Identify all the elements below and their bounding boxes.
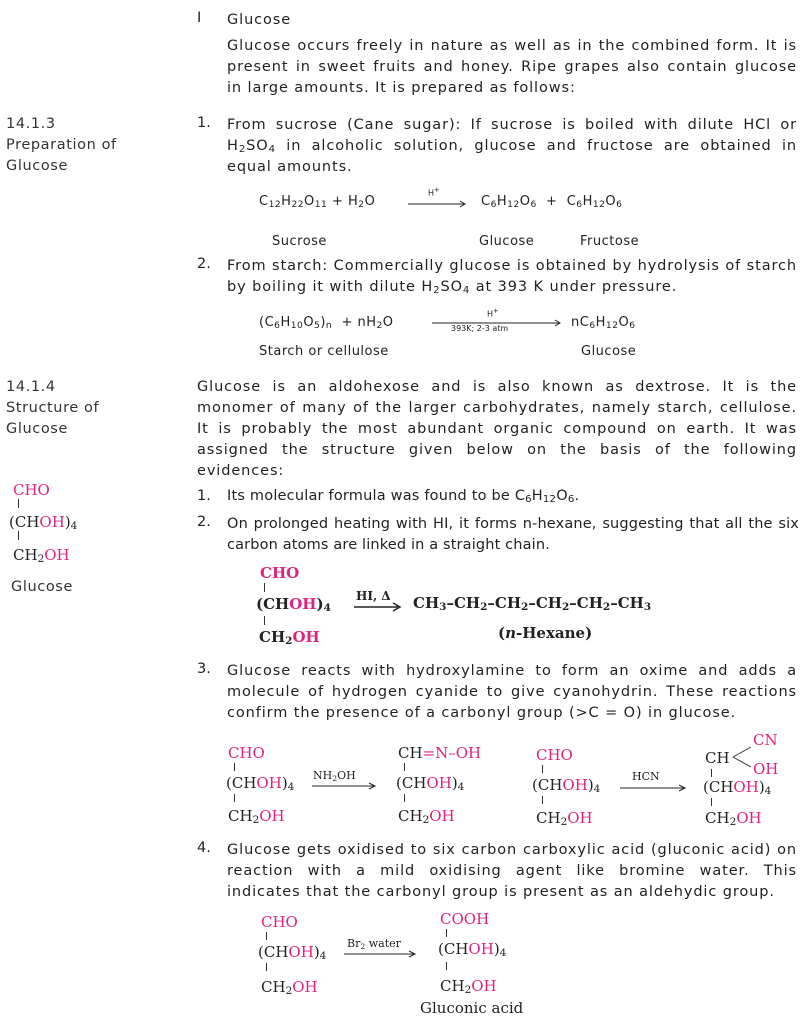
prep1-products: $C_6H_{12}O_6 + C_6H_{12}O_6$ xyxy=(481,194,623,210)
ev1-text: Its molecular formula was found to be $C_6H_{12}O_6$. xyxy=(227,488,580,505)
prep2-text: From starch: Commercially glucose is obtained by hydrolysis of starch by boiling it with dilute $H_2SO_4$ at 393 K under pressure. xyxy=(227,258,797,296)
ev4-arrow xyxy=(344,951,418,959)
structure-intro: Glucose is an aldohexose and is also known as dextrose. It is the monomer of many of the larger carbohydrates, namely starch, cellulose. It is probably the most abundant organic compound on earth. It was assigned the structure given below on the basis of the following evidences: xyxy=(197,379,797,479)
ev3-number: 3. xyxy=(197,661,211,677)
prep1-text: From sucrose (Cane sugar): If sucrose is boiled with dilute HCl or $H_2SO_4$ in alcoholic solution, glucose and fructose are obtained in equal amounts. xyxy=(227,117,797,175)
side-glucose-caption: Glucose xyxy=(11,579,73,595)
prep1-catalyst: H+ xyxy=(428,186,440,198)
label-glucose-1: Glucose xyxy=(479,234,535,249)
ev3-cyanohydrin-formula: CN CH OH $(CHOH)_4$ $CH_2OH$ xyxy=(703,731,779,828)
section-struct-heading: 14.1.4 Structure of Glucose xyxy=(6,379,100,437)
ev2-product: $CH_3-CH_2-CH_2-CH_2-CH_2-CH_3$ xyxy=(413,594,652,613)
intro-heading: Glucose xyxy=(227,12,292,28)
ev2-reagent: HI, Δ xyxy=(356,589,391,603)
label-starch: Starch or cellulose xyxy=(259,344,389,359)
ev2-text: On prolonged heating with HI, it forms n-hexane, suggesting that all the six carbon atoms are linked in a straight chain. xyxy=(227,516,799,553)
ev4-product-name: Gluconic acid xyxy=(420,999,524,1017)
ev4-reagent: $Br_2$ water xyxy=(347,937,401,951)
prep1-number: 1. xyxy=(197,115,211,131)
ev4-text: Glucose gets oxidised to six carbon carboxylic acid (gluconic acid) on reaction with a mild oxidising agent like bromine water. This indicates that the carbonyl group is present as an aldehydic group. xyxy=(227,842,797,900)
section-prep-heading: 14.1.3 Preparation of Glucose xyxy=(6,116,117,174)
ev3-reagent-2: HCN xyxy=(632,770,660,783)
prep2-conditions: 393K; 2-3 atm xyxy=(451,324,509,333)
ev2-product-name: (n-Hexane) xyxy=(498,624,593,642)
ev3-reagent-1: $NH_2OH$ xyxy=(313,769,356,783)
ev4-number: 4. xyxy=(197,840,211,856)
prep1-reactant: $C_{12}H_{22}O_{11} + H_2O$ xyxy=(259,194,376,210)
prep2-product: $nC_6H_{12}O_6$ xyxy=(571,315,636,331)
prep2-reactant: $(C_6H_{10}O_5)_n + nH_2O$ xyxy=(259,315,394,331)
ev2-number: 2. xyxy=(197,514,211,530)
prep1-arrow xyxy=(408,201,468,209)
intro-text: Glucose occurs freely in nature as well as in the combined form. It is present in sweet fruits and honey. Ripe grapes also contain glucose in large amounts. It is prepared as follows: xyxy=(227,38,797,96)
intro-marker: I xyxy=(197,10,202,26)
ev1-number: 1. xyxy=(197,488,211,504)
label-glucose-2: Glucose xyxy=(581,344,637,359)
label-fructose: Fructose xyxy=(580,234,640,249)
label-sucrose: Sucrose xyxy=(272,234,327,249)
prep2-number: 2. xyxy=(197,256,211,272)
ev3-arrow-2 xyxy=(620,785,688,793)
ev2-arrow xyxy=(354,603,404,613)
prep2-catalyst: H+ xyxy=(487,307,499,319)
ev3-arrow-1 xyxy=(312,783,378,791)
ev3-text: Glucose reacts with hydroxylamine to form an oxime and adds a molecule of hydrogen cyanide to give cyanohydrin. These reactions confirm the presence of a carbonyl group (>C = O) in glucose. xyxy=(227,663,797,721)
